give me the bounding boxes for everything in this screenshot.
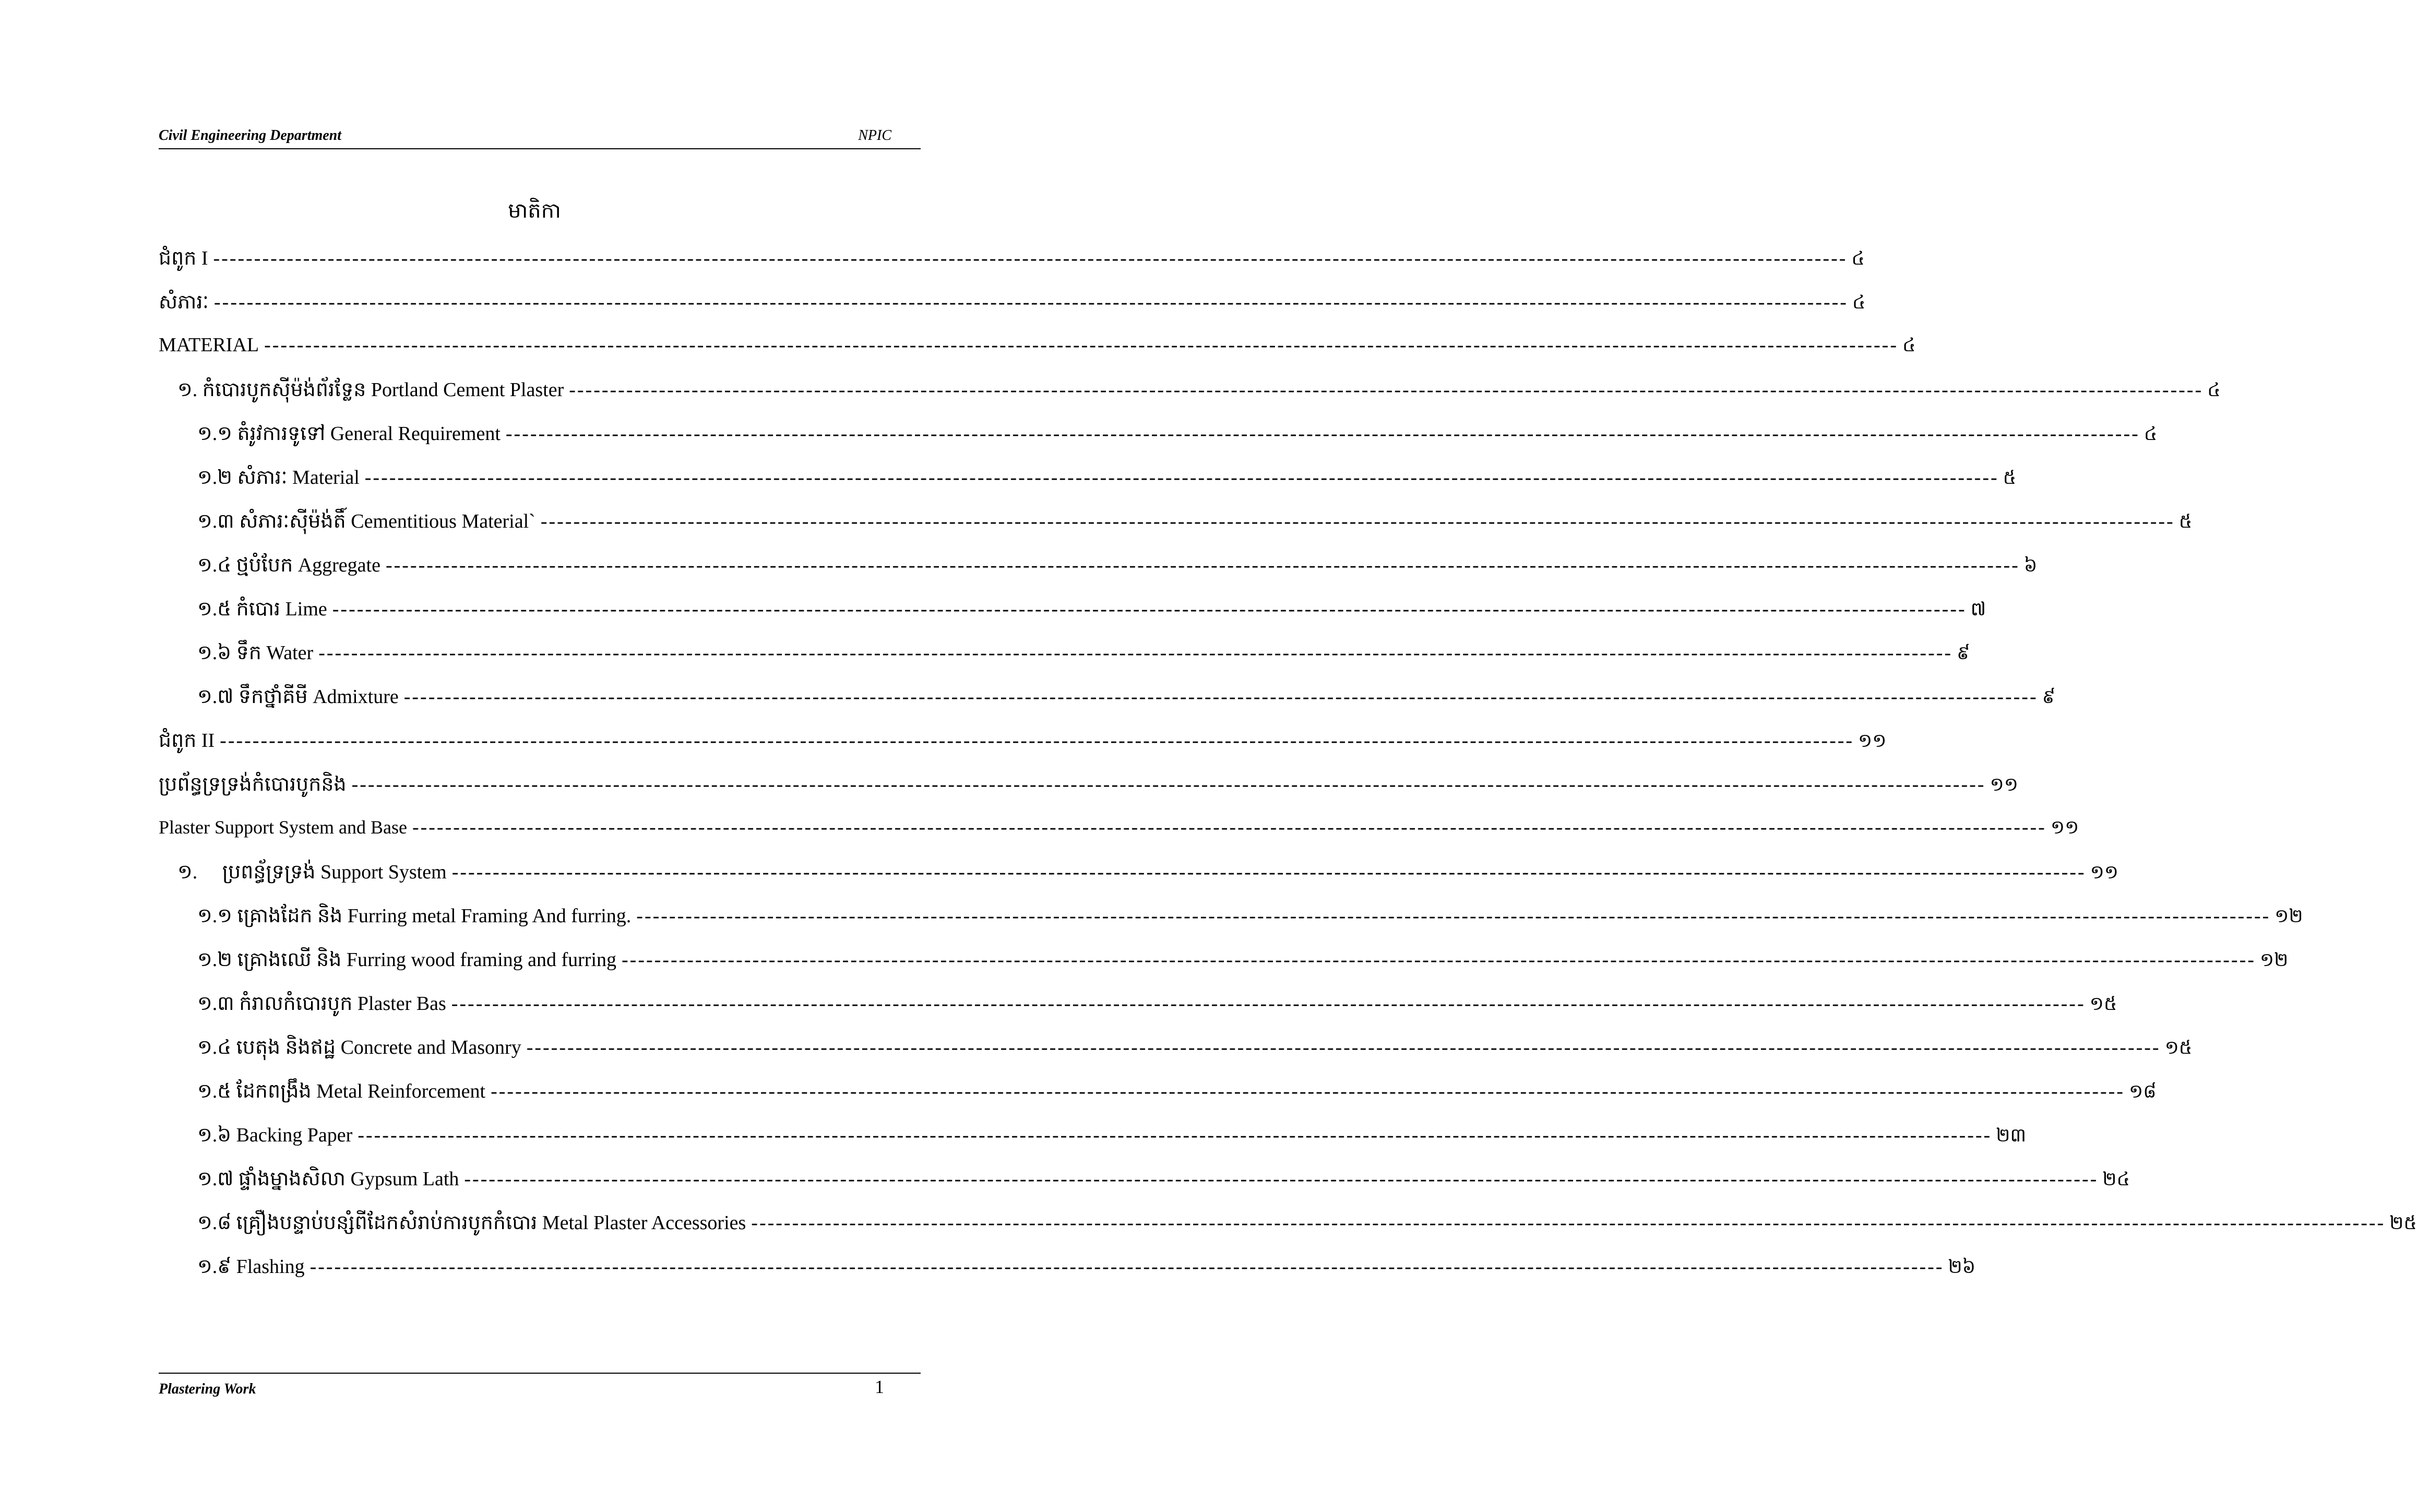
toc-entry-page: ១២ [2259,949,2289,971]
toc-entry-label: ១.៥ កំបោរ Lime [197,598,327,620]
toc-entry[interactable] [197,465,2017,496]
toc-entry[interactable] [197,991,2117,1022]
toc-leader: -------------------------------------------------------------------------------------------------------------------------------------------------------------------------------------------------------- [385,554,2020,576]
toc-entry-label: ជំពូក II [159,730,215,752]
toc-leader: -------------------------------------------------------------------------------------------------------------------------------------------------------------------------------------------------------- [505,423,2140,445]
toc-entry-page: ១១ [1858,730,1887,752]
toc-entry-page: ៤ [2144,423,2158,445]
header-department: Civil Engineering Department [159,127,342,144]
toc-entry-page: ១៨ [2128,1081,2157,1102]
toc-entry[interactable] [197,1166,2130,1197]
toc-entry-page: ១១ [2050,817,2079,838]
toc-entry[interactable] [159,771,2018,803]
toc-entry[interactable] [159,245,1865,277]
toc-entry[interactable] [177,859,2119,890]
toc-entry[interactable] [197,508,2193,540]
toc-leader: -------------------------------------------------------------------------------------------------------------------------------------------------------------------------------------------------------- [213,247,1848,269]
toc-entry-label: ជំពូក I [159,247,208,269]
toc-leader: -------------------------------------------------------------------------------------------------------------------------------------------------------------------------------------------------------- [751,1212,2386,1234]
toc-entry-label: ១.៩ Flashing [197,1256,305,1278]
toc-entry-label: ១.៣ កំរាលកំបោរបូក Plaster Bas [197,993,446,1015]
page-header [159,127,921,149]
toc-entry-page: ៧ [1970,599,1986,620]
toc-entry-label: ១.៧ ផ្ទាំងម្នាងសិលា Gypsum Lath [197,1168,459,1190]
toc-leader: -------------------------------------------------------------------------------------------------------------------------------------------------------------------------------------------------------- [318,642,1953,664]
toc-entry-page: ១២ [2275,906,2303,927]
toc-entry-page: ២៦ [1948,1256,1976,1278]
toc-entry-page: ២៣ [1996,1125,2027,1146]
toc-entry-label: ១.៦ ទឹក Water [197,642,314,664]
toc-entry[interactable] [197,684,2056,715]
toc-entry-label: ១.៦ Backing Paper [197,1124,353,1146]
toc-entry[interactable] [197,1034,2193,1066]
toc-entry-label: ១.៤ បេតុង និងឥដ្ឋ Concrete and Masonry [197,1037,521,1058]
toc-leader: -------------------------------------------------------------------------------------------------------------------------------------------------------------------------------------------------------- [364,467,1999,489]
toc-entry-label: MATERIAL [159,334,259,356]
toc-entry-page: ៤ [1902,335,1916,356]
toc-entry-label: ១.៥ ដែកពង្រឹង Metal Reinforcement [197,1080,486,1102]
header-institution: NPIC [858,127,891,144]
toc-entry-page: ២៥ [2389,1212,2417,1234]
toc-entry-label: ១.៤ ថ្មបំបែក Aggregate [197,554,380,576]
toc-entry[interactable] [197,596,1986,627]
toc-leader: -------------------------------------------------------------------------------------------------------------------------------------------------------------------------------------------------------- [569,379,2204,401]
toc-entry-page: ៩ [2042,686,2056,708]
toc-leader: -------------------------------------------------------------------------------------------------------------------------------------------------------------------------------------------------------- [351,773,1986,795]
toc-entry[interactable] [159,728,1887,759]
toc-entry[interactable] [197,947,2289,978]
footer-document-title: Plastering Work [159,1381,256,1397]
toc-leader: -------------------------------------------------------------------------------------------------------------------------------------------------------------------------------------------------------- [332,598,1967,620]
toc-entry-label: ១.១ តំរូវការទូទៅ General Requirement [197,423,501,445]
toc-entry[interactable] [197,1078,2157,1110]
toc-leader: -------------------------------------------------------------------------------------------------------------------------------------------------------------------------------------------------------- [464,1168,2099,1190]
toc-leader: -------------------------------------------------------------------------------------------------------------------------------------------------------------------------------------------------------- [264,334,1898,356]
toc-leader: -------------------------------------------------------------------------------------------------------------------------------------------------------------------------------------------------------- [451,861,2086,883]
toc-entry-page: ៩ [1957,642,1970,664]
toc-leader: -------------------------------------------------------------------------------------------------------------------------------------------------------------------------------------------------------- [358,1124,1992,1146]
toc-entry[interactable] [197,1122,2027,1153]
toc-entry-page: ៥ [2178,511,2193,532]
toc-leader: -------------------------------------------------------------------------------------------------------------------------------------------------------------------------------------------------------- [636,905,2271,927]
toc-entry-page: ១១ [2090,862,2119,883]
toc-entry[interactable] [197,1254,1976,1285]
toc-entry-label: ១.៧ ទឹកថ្នាំគីមី Admixture [197,686,399,708]
toc-title: មាតិកា [508,199,561,223]
toc-leader: -------------------------------------------------------------------------------------------------------------------------------------------------------------------------------------------------------- [309,1256,1944,1278]
toc-entry-page: ៤ [1851,248,1865,269]
toc-leader: -------------------------------------------------------------------------------------------------------------------------------------------------------------------------------------------------------- [220,730,1854,752]
toc-leader: -------------------------------------------------------------------------------------------------------------------------------------------------------------------------------------------------------- [412,816,2046,838]
toc-entry-label: ១.៨ គ្រឿងបន្ទាប់បន្សំពីដែកសំរាប់ការបូកកំបោរ Metal Plaster Accessories [197,1212,746,1234]
toc-entry-label: Plaster Support System and Base [159,817,407,838]
toc-leader: -------------------------------------------------------------------------------------------------------------------------------------------------------------------------------------------------------- [622,949,2256,971]
toc-entry-page: ១៥ [2089,993,2117,1015]
toc-entry-label: ប្រព័ន្ធទ្រទ្រង់កំបោរបូកនិង [159,773,347,795]
toc-entry-label: ១.២ សំភារៈ Material [197,467,360,489]
toc-entry-label: សំភារៈ [159,291,209,313]
toc-entry-page: ៦ [2023,555,2038,576]
toc-leader: -------------------------------------------------------------------------------------------------------------------------------------------------------------------------------------------------------- [214,291,1848,313]
toc-entry-page: ១១ [1990,774,2018,795]
toc-entry[interactable] [197,1210,2417,1241]
toc-entry-page: ១៥ [2164,1037,2193,1058]
toc-entry-label: ១. ប្រពន្ធ័ទ្រទ្រង់ Support System [177,861,447,883]
toc-entry[interactable] [159,333,1916,364]
toc-entry-page: ៥ [2003,467,2017,489]
toc-entry[interactable] [159,289,1866,320]
toc-entry-label: ១.២ គ្រោងឈើ និង Furring wood framing and furring [197,949,617,971]
toc-leader: -------------------------------------------------------------------------------------------------------------------------------------------------------------------------------------------------------- [451,993,2086,1015]
toc-entry-label: ១. កំបោរបូកស៊ីម៉ង់ព័រទ្លែន Portland Cement Plaster [177,379,564,401]
toc-entry-page: ៤ [2207,379,2221,401]
toc-leader: -------------------------------------------------------------------------------------------------------------------------------------------------------------------------------------------------------- [491,1080,2125,1102]
toc-entry[interactable] [177,377,2221,408]
toc-entry[interactable] [197,421,2158,452]
page-footer [159,1373,921,1400]
toc-entry[interactable] [197,903,2303,934]
toc-entry[interactable] [197,552,2038,584]
toc-leader: -------------------------------------------------------------------------------------------------------------------------------------------------------------------------------------------------------- [403,686,2038,708]
toc-entry[interactable] [159,815,2079,847]
toc-entry-page: ៤ [1852,292,1866,313]
toc-leader: -------------------------------------------------------------------------------------------------------------------------------------------------------------------------------------------------------- [526,1037,2161,1058]
toc-entry-label: ១.៣ សំភារៈស៊ីម៉ង់តិ៍ Cementitious Material` [197,510,535,532]
toc-entry[interactable] [197,640,1970,671]
page-number: 1 [875,1376,884,1397]
toc-entry-label: ១.១ គ្រោងដែក និង Furring metal Framing And furring. [197,905,632,927]
toc-leader: -------------------------------------------------------------------------------------------------------------------------------------------------------------------------------------------------------- [540,510,2175,532]
toc-entry-page: ២៤ [2102,1169,2130,1190]
